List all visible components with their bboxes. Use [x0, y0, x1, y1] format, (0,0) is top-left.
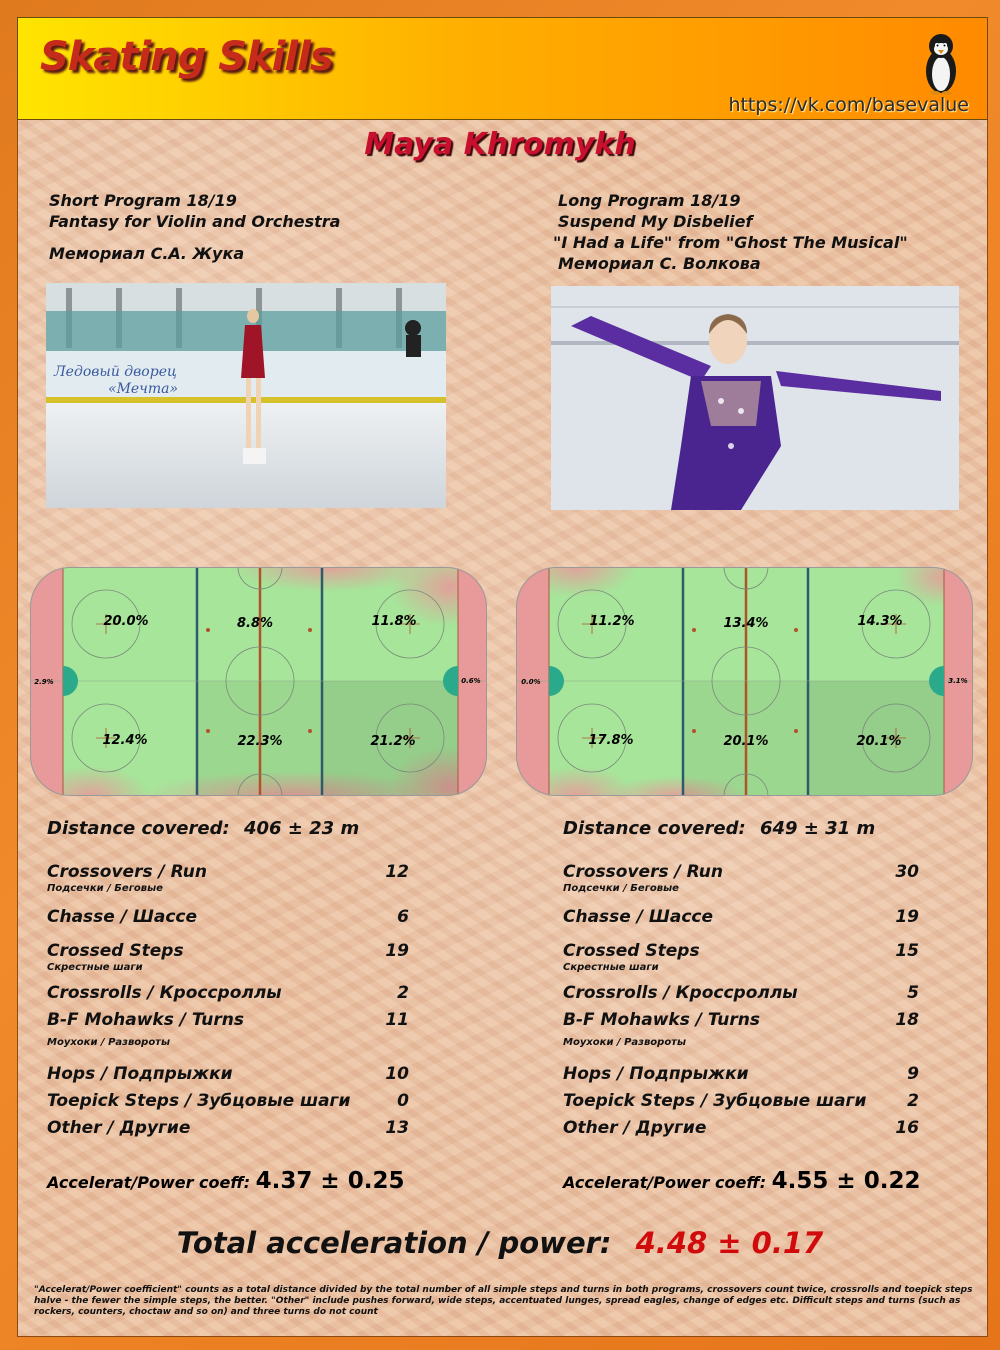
coeff-label: Accelerat/Power coeff:: [47, 1173, 251, 1192]
zone-bot-left-pct: 17.8%: [588, 733, 634, 748]
zone-bot-right-pct: 20.1%: [856, 734, 902, 749]
element-label: Crossrolls / Кроссроллы: [47, 983, 282, 1003]
total-label: Total acceleration / power:: [176, 1226, 612, 1260]
element-row: [563, 1118, 919, 1138]
zone-bot-right-pct: 21.2%: [370, 734, 416, 749]
zone-top-right-pct: 11.8%: [371, 614, 417, 629]
distance-value: 649 ± 31 m: [759, 818, 876, 839]
element-row: [47, 1036, 409, 1048]
short-program-photo: [46, 283, 446, 508]
long-program-rink-map: [516, 567, 973, 796]
arena-sign-line1: Ледовый дворец: [54, 364, 177, 380]
source-url[interactable]: https://vk.com/basevalue: [728, 94, 969, 116]
element-label: Crossed Steps: [563, 941, 700, 961]
zone-bot-left-pct: 12.4%: [102, 733, 148, 748]
element-label: Crossovers / Run: [47, 862, 207, 882]
coeff-value: 4.55 ± 0.22: [771, 1168, 921, 1194]
element-count: 18: [895, 1010, 919, 1030]
long-distance: [563, 818, 919, 839]
element-count: 19: [895, 907, 919, 927]
element-count: 11: [385, 1010, 409, 1030]
element-row: [47, 1064, 409, 1084]
element-label: Crossovers / Run: [563, 862, 723, 882]
element-row: [563, 1036, 919, 1048]
long-program-event: Мемориал С. Волкова: [558, 254, 761, 273]
long-program-coeff: [563, 1168, 920, 1194]
long-program-photo: [551, 286, 959, 510]
element-row: [47, 983, 409, 1003]
zone-top-right-pct: 14.3%: [857, 614, 903, 629]
element-row: [563, 983, 919, 1003]
short-distance: [47, 818, 409, 839]
element-label: Toepick Steps / Зубцовые шаги: [563, 1091, 867, 1111]
total-value: 4.48 ± 0.17: [635, 1226, 824, 1260]
element-sub-label: Скрестные шаги: [47, 962, 143, 973]
short-program-stats: [47, 818, 409, 1148]
element-label: Chasse / Шассе: [47, 907, 198, 927]
element-sub-label: Моухоки / Развороты: [563, 1037, 687, 1048]
coeff-value: 4.37 ± 0.25: [255, 1168, 405, 1194]
coeff-label: Accelerat/Power coeff:: [563, 1173, 767, 1192]
zone-top-left-pct: 20.0%: [103, 614, 149, 629]
element-count: 0: [397, 1091, 409, 1111]
element-label: Other / Другие: [563, 1118, 707, 1138]
zone-top-left-pct: 11.2%: [589, 614, 635, 629]
element-count: 2: [907, 1091, 919, 1111]
element-row: [563, 941, 919, 973]
element-count: 2: [397, 983, 409, 1003]
zone-left-end-pct: 0.0%: [521, 678, 541, 686]
distance-label: Distance covered:: [47, 818, 230, 839]
element-count: 10: [385, 1064, 409, 1084]
long-program-music: Suspend My Disbelief: [558, 212, 753, 231]
element-row: [563, 1091, 919, 1111]
element-count: 19: [385, 941, 409, 961]
element-row: [563, 1010, 919, 1030]
arena-sign-line2: «Мечта»: [108, 381, 179, 397]
element-row: [47, 941, 409, 973]
zone-right-end-pct: 0.6%: [461, 677, 481, 685]
short-program-info: [49, 190, 340, 264]
element-sub-label: Моухоки / Развороты: [47, 1037, 171, 1048]
element-count: 16: [895, 1118, 919, 1138]
element-row: [47, 907, 409, 927]
short-program-season: Short Program 18/19: [49, 191, 237, 210]
element-count: 12: [385, 862, 409, 882]
element-row: [47, 1091, 409, 1111]
zone-bot-mid-pct: 20.1%: [723, 734, 769, 749]
element-label: Hops / Подпрыжки: [563, 1064, 749, 1084]
element-row: [563, 862, 919, 894]
short-program-music: Fantasy for Violin and Orchestra: [49, 212, 341, 231]
element-row: [563, 907, 919, 927]
element-label: B-F Mohawks / Turns: [47, 1010, 245, 1030]
penguin-icon: [921, 26, 961, 96]
short-program-rink-map: [30, 567, 487, 796]
element-count: 13: [385, 1118, 409, 1138]
element-sub-label: Скрестные шаги: [563, 962, 659, 973]
element-count: 30: [895, 862, 919, 882]
element-sub-label: Подсечки / Беговые: [563, 883, 679, 894]
element-count: 6: [397, 907, 409, 927]
element-label: Crossrolls / Кроссроллы: [563, 983, 798, 1003]
long-program-info: [553, 190, 908, 274]
total-score: [0, 1226, 1000, 1260]
short-program-coeff: [47, 1168, 404, 1194]
element-label: Chasse / Шассе: [563, 907, 714, 927]
element-label: B-F Mohawks / Turns: [563, 1010, 761, 1030]
zone-right-end-pct: 3.1%: [948, 677, 968, 685]
long-program-stats: [563, 818, 919, 1148]
element-label: Other / Другие: [47, 1118, 191, 1138]
long-program-season: Long Program 18/19: [558, 191, 741, 210]
zone-top-mid-pct: 13.4%: [723, 616, 769, 631]
element-label: Crossed Steps: [47, 941, 184, 961]
element-sub-label: Подсечки / Беговые: [47, 883, 163, 894]
page-title: Skating Skills: [40, 34, 333, 80]
element-row: [47, 862, 409, 894]
long-program-music-2: "I Had a Life" from "Ghost The Musical": [553, 233, 908, 252]
element-row: [47, 1118, 409, 1138]
skater-name: Maya Khromykh: [364, 127, 636, 162]
footnote: "Accelerat/Power coefficient" counts as a total distance divided by the total number of all simple steps and turns in both programs, crossovers count twice, crossrolls and toepick steps halve - the fewer the simple steps, the better. "Other" include pushes forward, wide steps, accentuated lunges, spread eagles, change of edges etc. Difficult steps and turns (such as rockers, counters, choctaw and so on) and three turns do not count: [34, 1285, 973, 1317]
zone-left-end-pct: 2.9%: [34, 678, 54, 686]
element-count: 5: [907, 983, 919, 1003]
distance-label: Distance covered:: [563, 818, 746, 839]
element-count: 9: [907, 1064, 919, 1084]
zone-bot-mid-pct: 22.3%: [237, 734, 283, 749]
header-banner: [17, 17, 988, 120]
element-count: 15: [895, 941, 919, 961]
element-row: [47, 1010, 409, 1030]
element-label: Toepick Steps / Зубцовые шаги: [47, 1091, 351, 1111]
distance-value: 406 ± 23 m: [243, 818, 360, 839]
element-label: Hops / Подпрыжки: [47, 1064, 233, 1084]
zone-top-mid-pct: 8.8%: [236, 616, 274, 631]
short-program-event: Мемориал С.А. Жука: [49, 244, 245, 263]
element-row: [563, 1064, 919, 1084]
